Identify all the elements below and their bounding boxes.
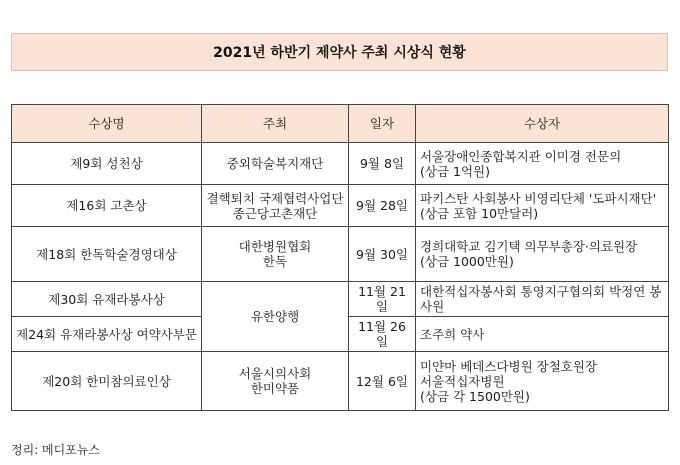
host-line: 한독 [262, 254, 288, 269]
header-row [12, 105, 669, 143]
awards-table [11, 104, 669, 411]
host-line: 한미약품 [250, 381, 300, 396]
table-row [12, 282, 669, 317]
winner-line: (상금 1억원) [420, 163, 490, 179]
date-cell: 9월 28일 [349, 185, 416, 227]
date-cell: 9월 30일 [349, 227, 416, 282]
award-cell: 제20회 한미참의료인상 [12, 352, 202, 411]
host-cell [202, 227, 349, 282]
winner-line: (상금 포함 10만달러) [420, 205, 539, 221]
winner-line: 경희대학교 김기택 의무부총장·의료원장 [420, 239, 638, 254]
winner-cell [416, 143, 669, 185]
table-title [11, 33, 668, 71]
winner-line: 서울장애인종합복지관 이미경 전문의 [420, 148, 622, 164]
date-cell: 11월 21일 [349, 282, 416, 317]
date-cell: 12월 6일 [349, 352, 416, 411]
host-line: 서울시의사회 [238, 366, 312, 381]
col-header-winner: 수상자 [416, 105, 669, 143]
winner-line: 미얀마 베데스다병원 장철호원장 [420, 358, 597, 374]
host-cell [202, 352, 349, 411]
date-cell: 11월 26일 [349, 317, 416, 352]
host-cell: 중외학술복지재단 [202, 143, 349, 185]
award-cell: 제18회 한독학술경영대상 [12, 227, 202, 282]
table-row [12, 352, 669, 411]
winner-cell [416, 282, 669, 317]
award-cell: 제30회 유재라봉사상 [12, 282, 202, 317]
host-cell [202, 185, 349, 227]
winner-cell [416, 227, 669, 282]
host-line: 대한병원협회 [238, 239, 312, 254]
winner-line: 파키스탄 사회봉사 비영리단체 '도파시재단' [420, 190, 657, 206]
source-note: 정리: 메디포뉴스 [11, 443, 101, 457]
host-cell: 유한양행 [202, 282, 349, 352]
col-header-award: 수상명 [12, 105, 202, 143]
award-cell: 제24회 유재라봉사상 여약사부문 [12, 317, 202, 352]
winner-cell [416, 317, 669, 352]
award-cell: 제16회 고촌상 [12, 185, 202, 227]
title-text: 2021년 하반기 제약사 주최 시상식 현황 [213, 45, 466, 61]
winner-line: 서울적십자병원 [420, 373, 505, 389]
table-row [12, 143, 669, 185]
winner-cell [416, 352, 669, 411]
winner-line: (상금 1000만원) [420, 254, 514, 269]
table-row [12, 227, 669, 282]
winner-line: (상금 각 1500만원) [420, 388, 530, 404]
host-line: 결핵퇴치 국제협력사업단 [206, 190, 344, 206]
host-line: 종근당고촌재단 [232, 205, 318, 221]
col-header-date: 일자 [349, 105, 416, 143]
award-cell: 제9회 성천상 [12, 143, 202, 185]
winner-line: 대한적십자봉사회 통영지구협의회 박정연 봉사원 [420, 284, 662, 314]
date-cell: 9월 8일 [349, 143, 416, 185]
table-row [12, 185, 669, 227]
winner-line: 조주희 약사 [420, 326, 485, 342]
winner-cell [416, 185, 669, 227]
col-header-host: 주최 [202, 105, 349, 143]
